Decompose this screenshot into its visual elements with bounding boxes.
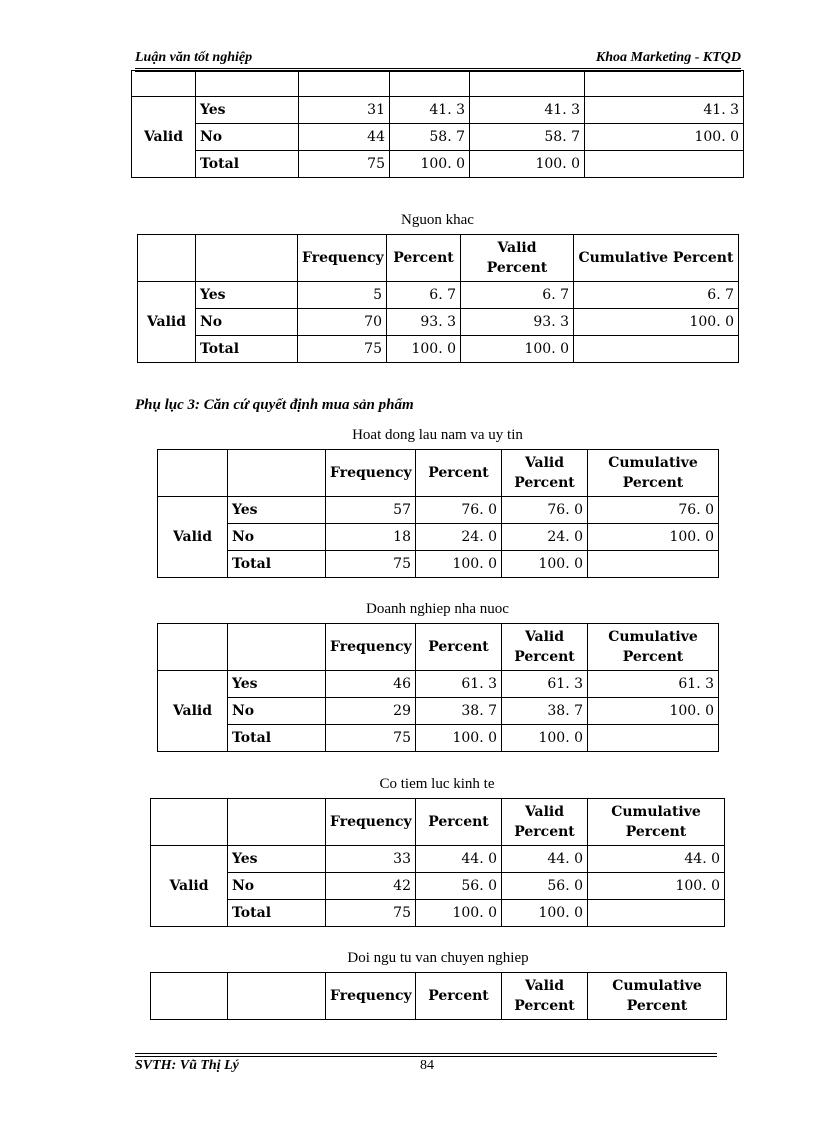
table-row xyxy=(132,124,744,151)
frequency-cell: 18 xyxy=(326,524,416,551)
cumulative-percent-cell: 61. 3 xyxy=(588,671,719,698)
row-label: No xyxy=(196,124,299,151)
table-corner-cell xyxy=(196,235,298,282)
valid-percent-cell: 44. 0 xyxy=(502,846,588,873)
col-header-cumulative-percent: Cumulative Percent xyxy=(574,235,739,282)
percent-cell: 56. 0 xyxy=(416,873,502,900)
col-header-percent: Percent xyxy=(416,973,502,1020)
cumulative-percent-cell xyxy=(574,336,739,363)
valid-percent-cell: 76. 0 xyxy=(502,497,588,524)
col-header-valid-percent: Valid Percent xyxy=(461,235,574,282)
col-header-valid-percent: Valid Percent xyxy=(502,799,588,846)
valid-percent-cell: 41. 3 xyxy=(470,97,585,124)
frequency-cell: 33 xyxy=(326,846,416,873)
frequency-cell: 57 xyxy=(326,497,416,524)
cumulative-percent-cell xyxy=(588,900,725,927)
valid-label: Valid xyxy=(138,282,196,363)
table-corner-cell xyxy=(138,235,196,282)
table-corner-cell xyxy=(228,450,326,497)
frequency-cell: 75 xyxy=(326,725,416,752)
row-label: Total xyxy=(228,725,326,752)
section-heading: Phụ lục 3: Căn cứ quyết định mua sản phẩm xyxy=(135,397,414,413)
col-header-percent: Percent xyxy=(416,799,502,846)
percent-cell: 76. 0 xyxy=(416,497,502,524)
frequency-cell: 46 xyxy=(326,671,416,698)
col-header-valid-percent: Valid Percent xyxy=(502,624,588,671)
row-label: Total xyxy=(196,336,298,363)
percent-cell: 100. 0 xyxy=(387,336,461,363)
percent-cell: 58. 7 xyxy=(390,124,470,151)
table-corner-cell xyxy=(228,973,326,1020)
table-row xyxy=(151,873,725,900)
percent-cell: 41. 3 xyxy=(390,97,470,124)
footer-rule xyxy=(135,1053,717,1057)
percent-cell: 100. 0 xyxy=(416,725,502,752)
valid-percent-cell: 100. 0 xyxy=(502,725,588,752)
valid-label: Valid xyxy=(132,97,196,178)
row-label: No xyxy=(228,873,326,900)
percent-cell: 93. 3 xyxy=(387,309,461,336)
cumulative-percent-cell: 100. 0 xyxy=(574,309,739,336)
table-row xyxy=(138,336,739,363)
freq-table-tiem-luc xyxy=(150,798,725,927)
valid-percent-cell: 93. 3 xyxy=(461,309,574,336)
percent-cell: 6. 7 xyxy=(387,282,461,309)
row-label: Total xyxy=(228,900,326,927)
blank-header-cell xyxy=(390,71,470,97)
table-row xyxy=(158,671,719,698)
table-row xyxy=(158,725,719,752)
row-label: Yes xyxy=(228,846,326,873)
col-header-frequency: Frequency xyxy=(298,235,387,282)
frequency-cell: 75 xyxy=(326,551,416,578)
col-header-valid-percent: Valid Percent xyxy=(502,450,588,497)
table-corner-cell xyxy=(132,71,196,97)
frequency-cell: 42 xyxy=(326,873,416,900)
cumulative-percent-cell: 76. 0 xyxy=(588,497,719,524)
freq-table-nguon-khac xyxy=(137,234,739,363)
frequency-cell: 75 xyxy=(326,900,416,927)
table-row xyxy=(132,151,744,178)
page-footer xyxy=(135,1058,717,1076)
row-label: Yes xyxy=(196,97,299,124)
percent-cell: 100. 0 xyxy=(416,551,502,578)
frequency-cell: 44 xyxy=(299,124,390,151)
blank-header-cell xyxy=(299,71,390,97)
col-header-cumulative-percent: Cumulative Percent xyxy=(588,624,719,671)
cumulative-percent-cell: 100. 0 xyxy=(588,524,719,551)
cumulative-percent-cell: 100. 0 xyxy=(585,124,744,151)
table-corner-cell xyxy=(158,450,228,497)
cumulative-percent-cell: 100. 0 xyxy=(588,698,719,725)
frequency-cell: 5 xyxy=(298,282,387,309)
col-header-frequency: Frequency xyxy=(326,624,416,671)
row-label: Yes xyxy=(228,671,326,698)
row-label: No xyxy=(228,698,326,725)
valid-percent-cell: 38. 7 xyxy=(502,698,588,725)
valid-percent-cell: 100. 0 xyxy=(502,551,588,578)
cumulative-percent-cell: 6. 7 xyxy=(574,282,739,309)
valid-percent-cell: 6. 7 xyxy=(461,282,574,309)
col-header-valid-percent: Valid Percent xyxy=(502,973,588,1020)
freq-table-continued xyxy=(131,70,744,178)
valid-percent-cell: 100. 0 xyxy=(502,900,588,927)
row-label: Total xyxy=(228,551,326,578)
blank-header-cell xyxy=(470,71,585,97)
freq-table-doanh-nghiep xyxy=(157,623,719,752)
cumulative-percent-cell: 44. 0 xyxy=(588,846,725,873)
col-header-frequency: Frequency xyxy=(326,450,416,497)
frequency-cell: 31 xyxy=(299,97,390,124)
table-row xyxy=(158,524,719,551)
frequency-cell: 29 xyxy=(326,698,416,725)
row-label: No xyxy=(196,309,298,336)
table-corner-cell xyxy=(228,624,326,671)
col-header-percent: Percent xyxy=(416,624,502,671)
frequency-cell: 75 xyxy=(298,336,387,363)
col-header-frequency: Frequency xyxy=(326,799,416,846)
blank-header-cell xyxy=(585,71,744,97)
table-row xyxy=(138,282,739,309)
page-header xyxy=(135,50,741,68)
valid-percent-cell: 61. 3 xyxy=(502,671,588,698)
col-header-percent: Percent xyxy=(416,450,502,497)
valid-percent-cell: 24. 0 xyxy=(502,524,588,551)
header-thesis-title: Luận văn tốt nghiệp xyxy=(135,50,253,65)
col-header-cumulative-percent: Cumulative Percent xyxy=(588,799,725,846)
valid-percent-cell: 100. 0 xyxy=(470,151,585,178)
cumulative-percent-cell xyxy=(585,151,744,178)
percent-cell: 100. 0 xyxy=(416,900,502,927)
table-caption: Doi ngu tu van chuyen nghiep xyxy=(347,950,529,966)
percent-cell: 24. 0 xyxy=(416,524,502,551)
row-label: Yes xyxy=(196,282,298,309)
table-row xyxy=(158,497,719,524)
footer-author: SVTH: Vũ Thị Lý xyxy=(135,1058,239,1073)
freq-table-hoat-dong xyxy=(157,449,719,578)
valid-label: Valid xyxy=(158,671,228,752)
table-row xyxy=(151,846,725,873)
valid-percent-cell: 56. 0 xyxy=(502,873,588,900)
cumulative-percent-cell: 100. 0 xyxy=(588,873,725,900)
page-number: 84 xyxy=(420,1058,434,1073)
percent-cell: 61. 3 xyxy=(416,671,502,698)
valid-percent-cell: 100. 0 xyxy=(461,336,574,363)
col-header-frequency: Frequency xyxy=(326,973,416,1020)
valid-label: Valid xyxy=(151,846,228,927)
col-header-percent: Percent xyxy=(387,235,461,282)
table-row xyxy=(158,551,719,578)
col-header-cumulative-percent: Cumulative Percent xyxy=(588,450,719,497)
table-caption: Co tiem luc kinh te xyxy=(379,776,495,792)
table-corner-cell xyxy=(158,624,228,671)
valid-percent-cell: 58. 7 xyxy=(470,124,585,151)
row-label: No xyxy=(228,524,326,551)
table-row xyxy=(151,900,725,927)
table-row xyxy=(158,698,719,725)
percent-cell: 44. 0 xyxy=(416,846,502,873)
cumulative-percent-cell xyxy=(588,551,719,578)
table-corner-cell xyxy=(228,799,326,846)
percent-cell: 100. 0 xyxy=(390,151,470,178)
table-corner-cell xyxy=(196,71,299,97)
col-header-cumulative-percent: Cumulative Percent xyxy=(588,973,727,1020)
table-caption: Nguon khac xyxy=(401,212,474,228)
frequency-cell: 70 xyxy=(298,309,387,336)
freq-table-doi-ngu xyxy=(150,972,727,1020)
table-corner-cell xyxy=(151,799,228,846)
table-caption: Hoat dong lau nam va uy tin xyxy=(352,427,523,443)
row-label: Yes xyxy=(228,497,326,524)
cumulative-percent-cell: 41. 3 xyxy=(585,97,744,124)
table-row xyxy=(132,97,744,124)
table-caption: Doanh nghiep nha nuoc xyxy=(366,601,509,617)
row-label: Total xyxy=(196,151,299,178)
table-row xyxy=(138,309,739,336)
cumulative-percent-cell xyxy=(588,725,719,752)
valid-label: Valid xyxy=(158,497,228,578)
header-faculty: Khoa Marketing - KTQD xyxy=(595,50,741,65)
frequency-cell: 75 xyxy=(299,151,390,178)
table-corner-cell xyxy=(151,973,228,1020)
percent-cell: 38. 7 xyxy=(416,698,502,725)
